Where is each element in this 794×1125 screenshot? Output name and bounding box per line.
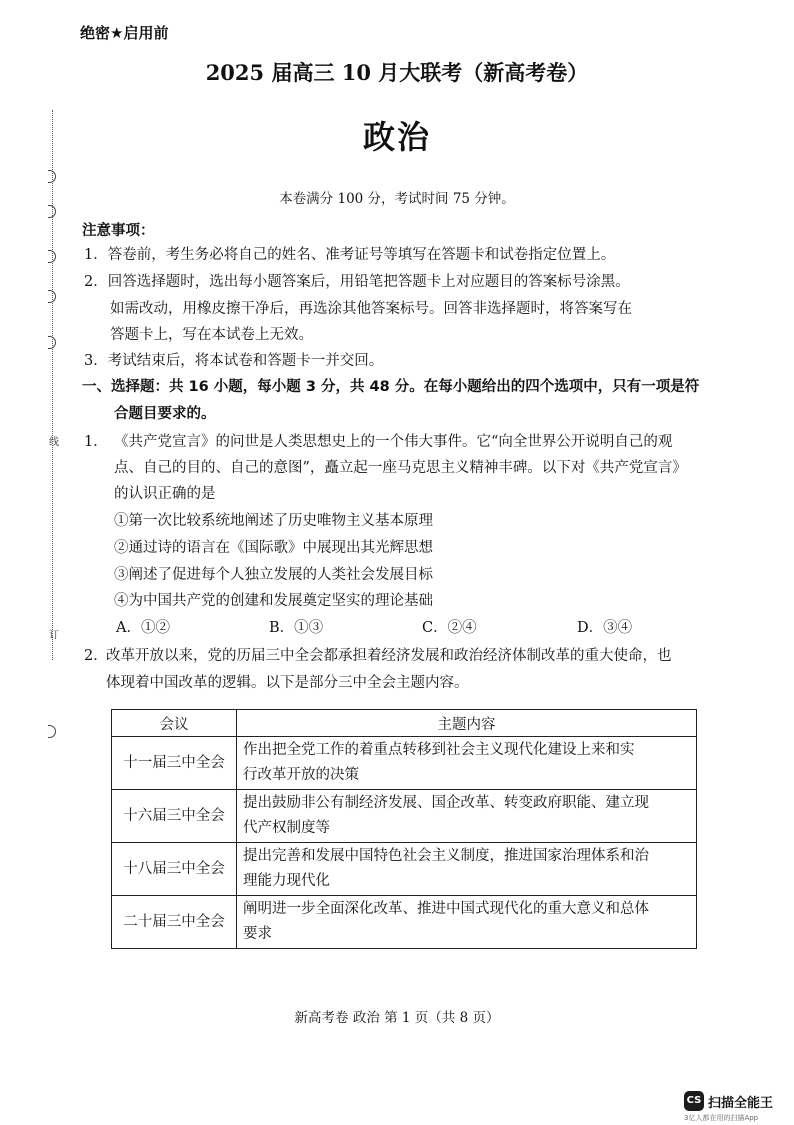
table-row <box>112 896 697 949</box>
notice-heading: 注意事项： <box>82 223 155 239</box>
watermark-name: 扫描全能王 <box>708 1096 774 1111</box>
section-heading-cont: 合题目要求的。 <box>114 406 216 422</box>
question-number: 1． <box>84 434 108 450</box>
table-header: 主题内容 <box>237 710 697 737</box>
option-b: B．①③ <box>269 620 324 636</box>
statement: ②通过诗的语言在《国际歌》中展现出其光辉思想 <box>114 540 433 556</box>
plenum-table <box>111 709 697 949</box>
binding-margin-char: 订 <box>49 630 59 641</box>
exam-title: 2025 届高三 10 月大联考（新高考卷） <box>205 60 589 85</box>
content-line: 作出把全党工作的着重点转移到社会主义现代化建设上来和实 <box>243 742 635 758</box>
content-line: 代产权制度等 <box>243 820 330 836</box>
table-header: 会议 <box>112 710 237 737</box>
statement: ③阐述了促进每个人独立发展的人类社会发展目标 <box>114 567 433 583</box>
statement: ①第一次比较系统地阐述了历史唯物主义基本原理 <box>114 513 433 529</box>
meeting-cell: 十八届三中全会 <box>112 843 237 896</box>
punch-hole <box>48 725 56 738</box>
notice-line: 如需改动，用橡皮擦干净后，再选涂其他答案标号。回答非选择题时，将答案写在 <box>110 301 632 317</box>
content-line: 理能力现代化 <box>243 873 330 889</box>
section-heading: 一、选择题：共 16 小题，每小题 3 分，共 48 分。在每小题给出的四个选项中，只有一项是符 <box>82 379 700 395</box>
question-stem: 体现着中国改革的逻辑。以下是部分三中全会主题内容。 <box>106 675 469 691</box>
table-row <box>112 843 697 896</box>
question-number: 2． <box>84 648 108 664</box>
page-footer: 新高考卷 政治 第 1 页（共 8 页） <box>294 1010 500 1026</box>
question-stem: 改革开放以来，党的历届三中全会都承担着经济发展和政治经济体制改革的重大使命，也 <box>106 648 672 664</box>
question-stem: 点、自己的目的、自己的意图”，矗立起一座马克思主义精神丰碑。以下对《共产党宣言》 <box>114 460 687 476</box>
camscanner-logo-icon: CS <box>684 1091 704 1111</box>
punch-hole <box>48 170 56 183</box>
option-a: A．①② <box>116 620 170 636</box>
statement: ④为中国共产党的创建和发展奠定坚实的理论基础 <box>114 593 433 609</box>
content-cell <box>237 790 697 843</box>
subject-title: 政治 <box>362 118 431 156</box>
notice-line: 2．回答选择题时，选出每小题答案后，用铅笔把答题卡上对应题目的答案标号涂黑。 <box>84 274 630 290</box>
notice-line: 1．答卷前，考生务必将自己的姓名、准考证号等填写在答题卡和试卷指定位置上。 <box>84 247 616 263</box>
meeting-cell: 十六届三中全会 <box>112 790 237 843</box>
content-cell <box>237 896 697 949</box>
binding-margin-char: 线 <box>49 437 59 448</box>
meeting-cell: 二十届三中全会 <box>112 896 237 949</box>
table-header-row <box>112 710 697 737</box>
exam-meta: 本卷满分 100 分，考试时间 75 分钟。 <box>279 191 515 207</box>
question-stem: 《共产党宣言》的问世是人类思想史上的一个伟大事件。它“向全世界公开说明自己的观 <box>114 434 673 450</box>
content-cell <box>237 737 697 790</box>
punch-hole <box>48 336 56 349</box>
punch-hole <box>48 290 56 303</box>
meeting-cell: 十一届三中全会 <box>112 737 237 790</box>
content-line: 提出完善和发展中国特色社会主义制度，推进国家治理体系和治 <box>243 848 649 864</box>
option-d: D．③④ <box>577 620 633 636</box>
option-c: C．②④ <box>422 620 477 636</box>
notice-line: 答题卡上，写在本试卷上无效。 <box>110 327 313 343</box>
notice-line: 3．考试结束后，将本试卷和答题卡一并交回。 <box>84 353 384 369</box>
content-line: 提出鼓励非公有制经济发展、国企改革、转变政府职能、建立现 <box>243 795 649 811</box>
secret-mark: 绝密★启用前 <box>80 24 169 42</box>
table-row <box>112 790 697 843</box>
content-cell <box>237 843 697 896</box>
table-row <box>112 737 697 790</box>
watermark-tagline: 3亿人都在用的扫描App <box>684 1114 759 1122</box>
question-stem: 的认识正确的是 <box>114 486 216 502</box>
content-line: 要求 <box>243 926 272 942</box>
content-line: 阐明进一步全面深化改革、推进中国式现代化的重大意义和总体 <box>243 901 649 917</box>
content-line: 行改革开放的决策 <box>243 767 359 783</box>
punch-hole <box>48 250 56 263</box>
